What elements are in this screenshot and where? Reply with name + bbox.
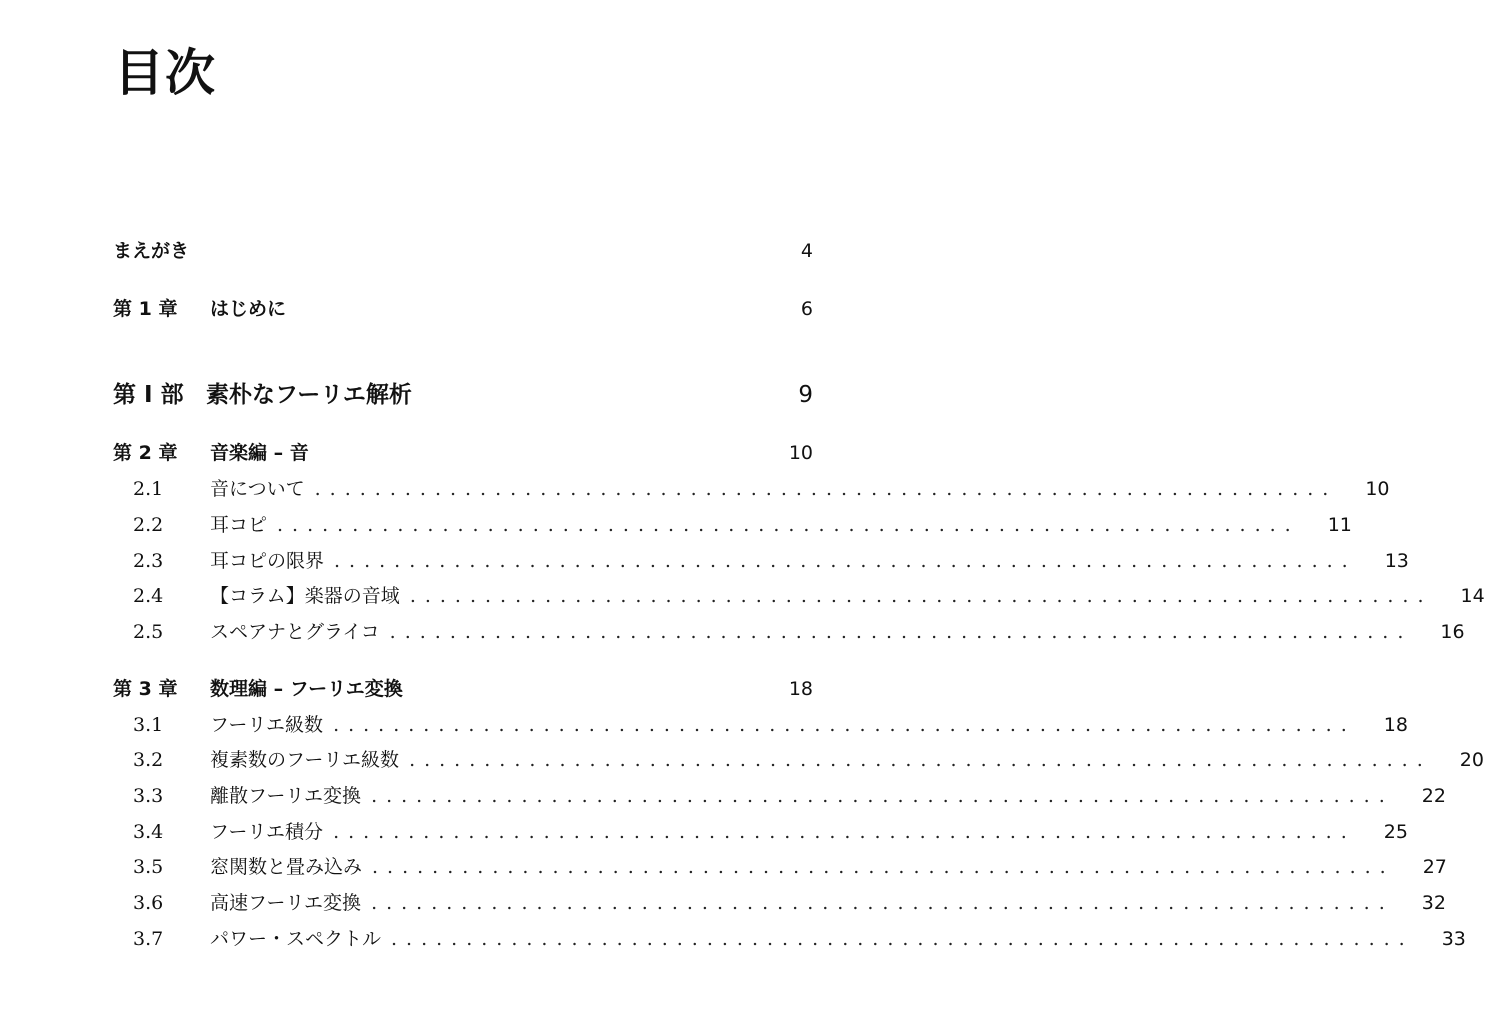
toc-entry-section-2-1[interactable] <box>113 474 1390 501</box>
section-number: 3.1 <box>133 714 164 736</box>
section-number: 2.4 <box>133 585 164 607</box>
toc-entry-section-2-3[interactable] <box>113 546 1409 573</box>
section-page: 14 <box>1460 585 1485 607</box>
toc-entry-section-3-5[interactable] <box>113 852 1447 879</box>
toc-entry-chapter-1[interactable] <box>113 294 813 321</box>
section-number: 3.6 <box>133 892 164 914</box>
toc-entry-section-2-5[interactable] <box>113 617 1465 644</box>
dot-leader: .................................................................... <box>372 856 1395 878</box>
dot-leader: .................................................................... <box>333 821 1356 843</box>
section-page: 13 <box>1384 550 1409 572</box>
section-number: 2.3 <box>133 550 164 572</box>
dot-leader: .................................................................... <box>389 621 1413 643</box>
chapter-number: 第 2 章 <box>113 442 178 464</box>
dot-leader: .................................................................... <box>409 585 1433 607</box>
section-title: 高速フーリエ変換 <box>210 892 362 914</box>
page-title: 目次 <box>114 44 216 102</box>
toc-entry-part-1[interactable] <box>113 376 813 409</box>
section-title: 耳コピの限界 <box>210 550 325 572</box>
chapter-page: 6 <box>800 298 813 320</box>
section-number: 2.1 <box>133 478 164 500</box>
section-title: 窓関数と畳み込み <box>210 856 363 878</box>
section-number: 2.2 <box>133 514 164 536</box>
section-number: 3.3 <box>133 785 164 807</box>
dot-leader: .................................................................... <box>391 928 1414 950</box>
section-page: 27 <box>1422 856 1447 878</box>
dot-leader: .................................................................... <box>277 514 1300 536</box>
part-page: 9 <box>798 382 813 408</box>
toc-entry-section-3-1[interactable] <box>113 710 1408 737</box>
chapter-page: 18 <box>788 678 813 700</box>
chapter-title: はじめに <box>210 298 287 320</box>
section-page: 18 <box>1383 714 1408 736</box>
chapter-title: 音楽編 – 音 <box>210 442 309 464</box>
section-title: 音について <box>210 478 305 500</box>
toc-entry-section-2-2[interactable] <box>113 510 1352 537</box>
section-title: フーリエ積分 <box>210 821 324 843</box>
section-number: 3.7 <box>133 928 164 950</box>
toc-entry-section-3-6[interactable] <box>113 888 1446 915</box>
toc-entry-chapter-2[interactable] <box>113 438 813 465</box>
dot-leader: .................................................................... <box>409 749 1432 771</box>
toc-entry-section-2-4[interactable] <box>113 581 1485 608</box>
dot-leader: .................................................................... <box>333 714 1356 736</box>
section-page: 33 <box>1441 928 1466 950</box>
section-title: 複素数のフーリエ級数 <box>210 749 400 771</box>
toc-entry-section-3-4[interactable] <box>113 817 1408 844</box>
section-title: 耳コピ <box>210 514 268 536</box>
toc-entry-section-3-3[interactable] <box>113 781 1446 808</box>
section-number: 3.2 <box>133 749 164 771</box>
toc-entry-section-3-2[interactable] <box>113 745 1484 772</box>
section-title: パワー・スペクトル <box>210 928 382 950</box>
section-number: 3.4 <box>133 821 164 843</box>
dot-leader: .................................................................... <box>371 785 1394 807</box>
section-page: 22 <box>1421 785 1446 807</box>
section-page: 32 <box>1421 892 1446 914</box>
entry-title: まえがき <box>113 240 190 262</box>
chapter-number: 第 3 章 <box>113 678 178 700</box>
section-title: スペアナとグライコ <box>210 621 380 643</box>
section-page: 20 <box>1459 749 1484 771</box>
part-title: 素朴なフーリエ解析 <box>206 382 412 408</box>
dot-leader: .................................................................... <box>371 892 1394 914</box>
chapter-page: 10 <box>788 442 813 464</box>
entry-page: 4 <box>800 240 813 262</box>
section-page: 11 <box>1327 514 1352 536</box>
section-page: 16 <box>1440 621 1465 643</box>
part-number: 第 I 部 <box>113 382 184 408</box>
dot-leader: .................................................................... <box>334 550 1357 572</box>
toc-entry-section-3-7[interactable] <box>113 924 1466 951</box>
section-page: 25 <box>1383 821 1408 843</box>
section-title: 【コラム】楽器の音域 <box>210 585 400 607</box>
chapter-number: 第 1 章 <box>113 298 178 320</box>
section-page: 10 <box>1365 478 1390 500</box>
dot-leader: .................................................................... <box>314 478 1338 500</box>
toc-entry-chapter-3[interactable] <box>113 674 813 701</box>
section-title: 離散フーリエ変換 <box>210 785 362 807</box>
section-number: 2.5 <box>133 621 164 643</box>
section-number: 3.5 <box>133 856 164 878</box>
section-title: フーリエ級数 <box>210 714 324 736</box>
chapter-title: 数理編 – フーリエ変換 <box>210 678 403 700</box>
toc-entry-preface[interactable] <box>113 236 813 263</box>
